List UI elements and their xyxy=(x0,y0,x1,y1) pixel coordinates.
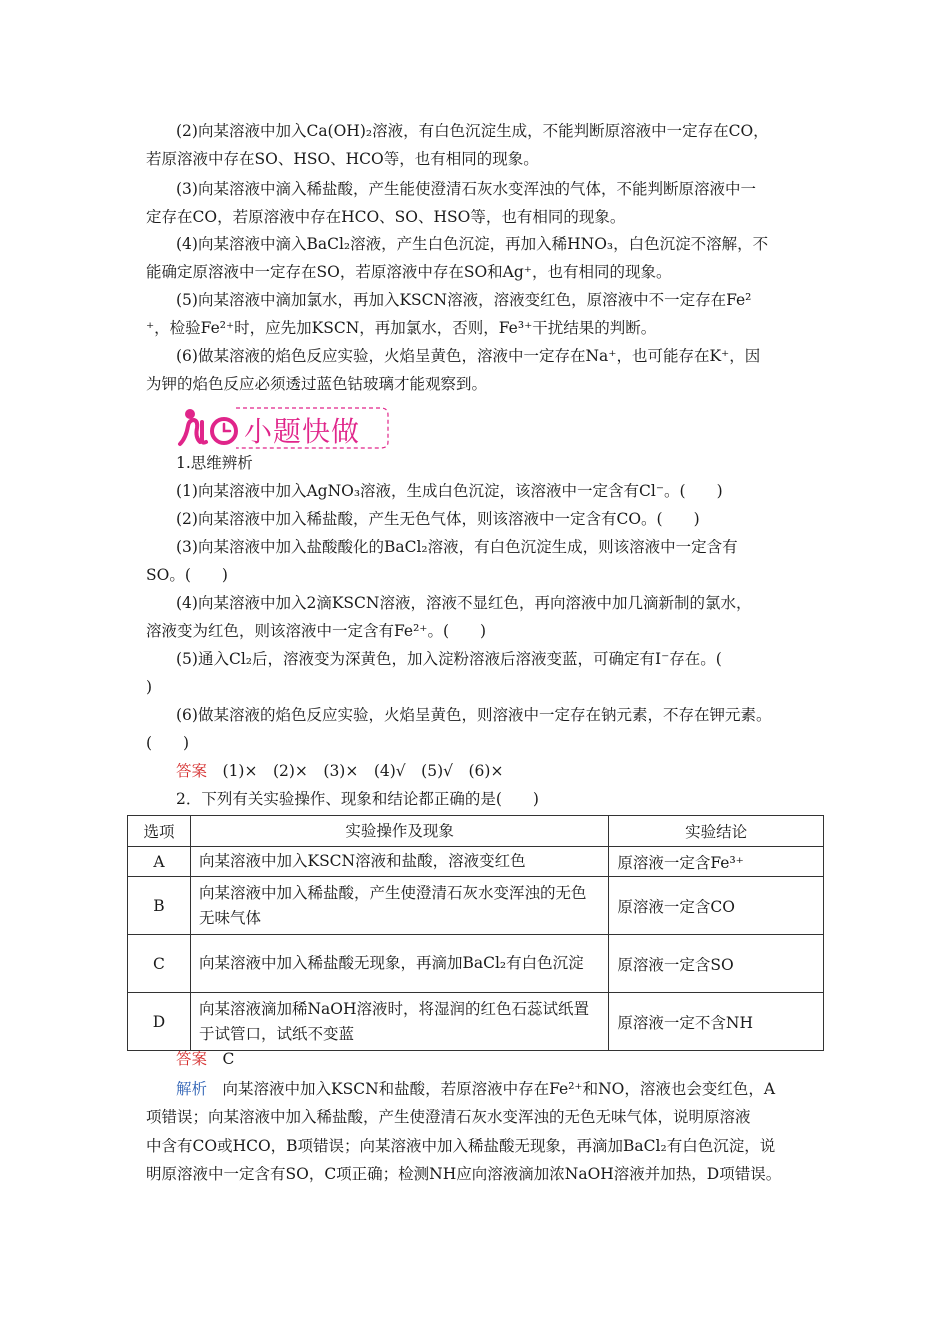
note-5-line-2: ⁺，检验Fe²⁺时，应先加KSCN，再加氯水，否则，Fe³⁺干扰结果的判断。 xyxy=(146,319,657,337)
note-2-line-1: (2)向某溶液中加入Ca(OH)₂溶液，有白色沉淀生成，不能判断原溶液中一定存在CO， xyxy=(176,122,769,140)
answer-label: 答案 xyxy=(176,762,208,780)
q2-analysis-line-1 xyxy=(176,1078,848,1100)
answer-text: C xyxy=(207,1050,235,1068)
q2-answer xyxy=(176,1048,848,1070)
q2-stem: 2．下列有关实验操作、现象和结论都正确的是( ) xyxy=(176,790,539,808)
option-operation: 向某溶液中加入稀盐酸，产生使澄清石灰水变浑浊的无色无味气体 xyxy=(190,877,608,935)
q1-item-6-line-2: ( ) xyxy=(146,734,190,752)
options-table xyxy=(127,815,824,1051)
option-letter: A xyxy=(128,847,191,877)
table-row xyxy=(128,993,824,1051)
option-conclusion: 原溶液一定含SO xyxy=(609,935,824,993)
option-conclusion: 原溶液一定不含NH xyxy=(609,993,824,1051)
option-operation: 向某溶液中加入稀盐酸无现象，再滴加BaCl₂有白色沉淀 xyxy=(190,935,608,993)
note-5-line-1: (5)向某溶液中滴加氯水，再加入KSCN溶液，溶液变红色，原溶液中不一定存在Fe² xyxy=(176,291,752,309)
banner-title: 小题快做 xyxy=(244,415,361,448)
option-operation: 向某溶液中加入KSCN溶液和盐酸，溶液变红色 xyxy=(190,847,608,877)
table-row xyxy=(128,877,824,935)
table-header-row xyxy=(128,816,824,847)
q2-analysis-line-2: 项错误；向某溶液中加入稀盐酸，产生使澄清石灰水变浑浊的无色无味气体，说明原溶液 xyxy=(146,1108,751,1126)
q1-heading: 1.思维辨析 xyxy=(176,454,253,472)
note-3-line-1: (3)向某溶液中滴入稀盐酸，产生能使澄清石灰水变浑浊的气体，不能判断原溶液中一 xyxy=(176,180,756,198)
q1-answer xyxy=(176,760,848,782)
note-2-line-2: 若原溶液中存在SO、HSO、HCO等，也有相同的现象。 xyxy=(146,150,539,168)
option-letter: B xyxy=(128,877,191,935)
answer-text: (1)× (2)× (3)× (4)√ (5)√ (6)× xyxy=(207,762,504,780)
note-6-line-2: 为钾的焰色反应必须透过蓝色钴玻璃才能观察到。 xyxy=(146,375,488,393)
option-operation: 向某溶液滴加稀NaOH溶液时，将湿润的红色石蕊试纸置于试管口，试纸不变蓝 xyxy=(190,993,608,1051)
option-letter: C xyxy=(128,935,191,993)
table-row xyxy=(128,847,824,877)
q1-item-1: (1)向某溶液中加入AgNO₃溶液，生成白色沉淀，该溶液中一定含有Cl⁻。( ) xyxy=(176,482,723,500)
q1-item-4-line-1: (4)向某溶液中加入2滴KSCN溶液，溶液不显红色，再向溶液中加几滴新制的氯水， xyxy=(176,594,752,612)
section-banner xyxy=(176,404,390,450)
analysis-text: 向某溶液中加入KSCN和盐酸，若原溶液中存在Fe²⁺和NO，溶液也会变红色，A xyxy=(207,1080,776,1098)
option-conclusion: 原溶液一定含Fe³⁺ xyxy=(609,847,824,877)
q1-item-3-line-1: (3)向某溶液中加入盐酸酸化的BaCl₂溶液，有白色沉淀生成，则该溶液中一定含有 xyxy=(176,538,738,556)
table-row xyxy=(128,935,824,993)
q2-analysis-line-3: 中含有CO或HCO，B项错误；向某溶液中加入稀盐酸无现象，再滴加BaCl₂有白色沉淀，说 xyxy=(146,1137,776,1155)
table-header: 实验结论 xyxy=(609,816,824,847)
q1-item-2: (2)向某溶液中加入稀盐酸，产生无色气体，则该溶液中一定含有CO。( ) xyxy=(176,510,700,528)
table-header: 选项 xyxy=(128,816,191,847)
note-4-line-2: 能确定原溶液中一定存在SO，若原溶液中存在SO和Ag⁺，也有相同的现象。 xyxy=(146,263,672,281)
answer-label: 答案 xyxy=(176,1050,208,1068)
q1-item-5-line-1: (5)通入Cl₂后，溶液变为深黄色，加入淀粉溶液后溶液变蓝，可确定有I⁻存在。( xyxy=(176,650,722,668)
q1-item-5-line-2: ) xyxy=(146,678,153,696)
q1-item-4-line-2: 溶液变为红色，则该溶液中一定含有Fe²⁺。( ) xyxy=(146,622,487,640)
note-4-line-1: (4)向某溶液中滴入BaCl₂溶液，产生白色沉淀，再加入稀HNO₃，白色沉淀不溶解，不 xyxy=(176,235,769,253)
note-6-line-1: (6)做某溶液的焰色反应实验，火焰呈黄色，溶液中一定存在Na⁺，也可能存在K⁺，因 xyxy=(176,347,761,365)
note-3-line-2: 定存在CO，若原溶液中存在HCO、SO、HSO等，也有相同的现象。 xyxy=(146,208,626,226)
q1-item-3-line-2: SO。( ) xyxy=(146,566,228,584)
q1-item-6-line-1: (6)做某溶液的焰色反应实验，火焰呈黄色，则溶液中一定存在钠元素，不存在钾元素。 xyxy=(176,706,772,724)
table-header: 实验操作及现象 xyxy=(190,816,608,847)
option-letter: D xyxy=(128,993,191,1051)
option-conclusion: 原溶液一定含CO xyxy=(609,877,824,935)
analysis-label: 解析 xyxy=(176,1080,208,1098)
q2-analysis-line-4: 明原溶液中一定含有SO，C项正确；检测NH应向溶液滴加浓NaOH溶液并加热，D项错误。 xyxy=(146,1165,782,1183)
